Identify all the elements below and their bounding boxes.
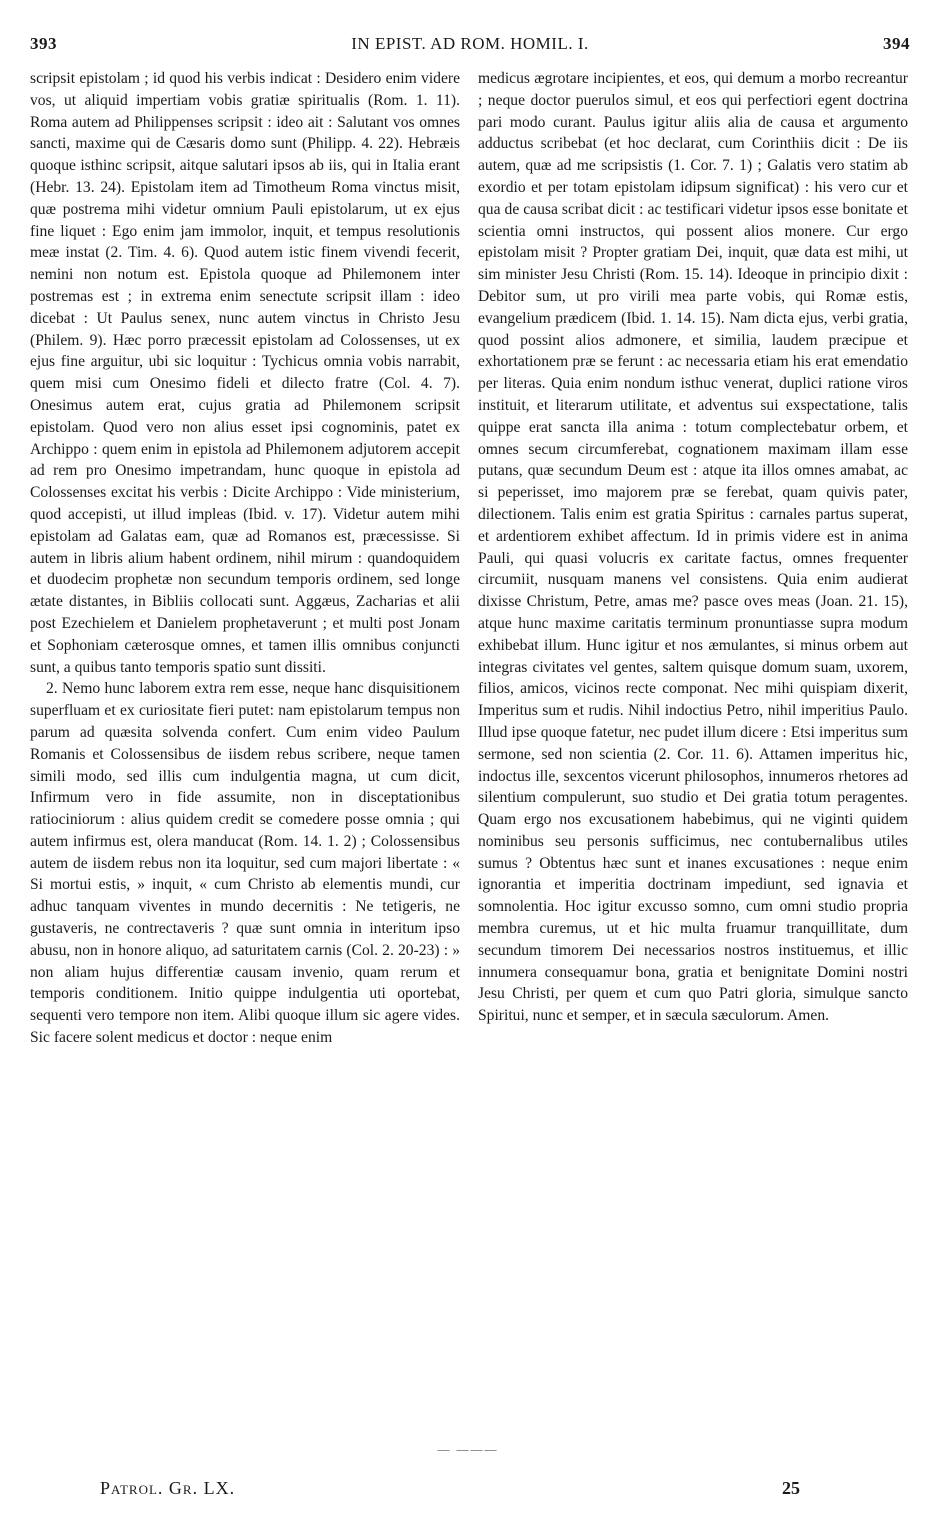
footer-signature: Patrol. Gr. LX. <box>100 1478 236 1498</box>
right-paragraph-1: medicus ægrotare incipientes, et eos, qui demum a morbo recreantur ; neque doctor puerulos simul, et eos qui perfectiori egent doctrina pari modo curant. Paulus igitur aliis alia de causa et argumento adductus scribebat (et hoc declarat, cum Corinthiis dicit : De iis autem, quæ ad me scripsistis (1. Cor. 7. 1) ; Galatis vero statim ab exordio et per totam epistolam idipsum significat) : his vero cur et qua de causa scribat dicit : ac testificari videtur ipsos esse bonitate et scientia omni instructos, qui possent alios monere. Cur ergo epistolam misit ? Propter gratiam Dei, inquit, quæ data est mihi, ut sim minister Jesu Christi (Rom. 15. 14). Ideoque in principio dixit : Debitor sum, ut pro virili mea parte vobis, qui Romæ estis, evangelium prædicem (Ibid. 1. 14. 15). Nam dicta ejus, verbi gratia, quod possint alios admonere, et similia, laudem præcipue et exhortationem præ se ferunt : ac necessaria etiam his erat emendatio per literas. Quia enim nondum isthuc venerat, duplici ratione viros instituit, et literarum utilitate, et adventus sui exspectatione, talis quippe erat sancta illa anima : totum complectebatur orbem, et omnes secum circumferebat, cognationem maximam illam esse putans, quæ secundum Deum est : atque ita illos omnes amabat, ac si peperisset, imo majorem præ se ferebat, quam quivis pater, dilectionem. Talis enim est gratia Spiritus : carnales partus superat, et ardentiorem exhibet affectum. Id in primis videre est in anima Pauli, qui quasi volucris ex caritate factus, omnes frequenter circumiit, nusquam manens vel consistens. Quia enim audierat dixisse Christum, Petre, amas me? pasce oves meas (Joan. 21. 15), atque hunc maxime caritatis terminum pronuntiasse supra modum exhibebat illum. Hunc igitur et nos æmulantes, si minus orbem aut integras civitates vel gentes, saltem quisque domum suam, uxorem, filios, amicos, vicinos recte componat. Nec mihi quispiam dixerit, Imperitus sum et rudis. Nihil indoctius Petro, nihil imperitius Paulo. Illud ipse quoque fatetur, nec pudet illum dicere : Etsi imperitus sum sermone, sed non scientia (2. Cor. 11. 6). Attamen imperitus hic, indoctus ille, sexcentos vicerunt philosophos, innumeros rhetores ad silentium compulerunt, suo studio et Dei gratia totum peragentes. Quam ergo nos excusationem habebimus, qui ne viginti quidem nominibus seu personis sufficimus, nec contubernalibus utiles sumus ? Obtentus hæc sunt et inanes excusationes : neque enim ignorantia et imperitia doctrinam impediunt, sed ignavia et somnolentia. Hoc igitur excusso somno, cum omni studio propria membra curemus, ut et hic multa fruamur tranquillitate, dum secundum timorem Dei necessarios nostros instituemus, et illic innumera consequamur bona, gratia et benignitate Domini nostri Jesu Christi, per quem et cum quo Patri gloria, simulque sancto Spiritui, nunc et semper, et in sæcula sæculorum. Amen. <box>478 70 908 1025</box>
left-column <box>30 68 460 1049</box>
running-header <box>30 34 910 58</box>
right-column <box>478 68 908 1027</box>
left-paragraph-2: 2. Nemo hunc laborem extra rem esse, neque hanc disquisitionem superfluam et ex curiositate fieri putet: nam epistolarum tempus non parum ad quæsita solvenda confert. Cum enim video Paulum Romanis et Colossensibus de iisdem rebus scribere, neque tamen simili modo, sed illis cum indulgentia magna, ut cum dicit, Infirmum vero in fide assumite, non in disceptationibus ratiociniorum : alius quidem credit se comedere posse omnia ; qui autem infirmus est, olera manducat (Rom. 14. 1. 2) ; Colossensibus autem de iisdem rebus non ita loquitur, sed cum majori libertate : « Si mortui estis, » inquit, « cum Christo ab elementis mundi, cur adhuc tanquam viventes in mundo decernitis : Ne tetigeris, ne gustaveris, ne contrectaveris ? quæ sunt omnia in interitum ipso abusu, non in honore aliquo, ad saturitatem carnis (Col. 2. 20-23) : » non aliam hujus differentiæ causam invenio, quam rerum et temporis conditionem. Initio quippe indulgentia uti oportebat, sequenti vero tempore non item. Alibi quoque illum sic agere vides. Sic facere solent medicus et doctor : neque enim <box>30 680 460 1047</box>
left-paragraph-1: scripsit epistolam ; id quod his verbis indicat : Desidero enim videre vos, ut aliquid impertiam vobis gratiæ spiritualis (Rom. 1. 11). Roma autem ad Philippenses scripsit : ideo ait : Salutant vos omnes sancti, maxime qui de Cæsaris domo sunt (Philipp. 4. 22). Hebræis quoque isthinc scripsit, aitque salutari ipsos ab iis, qui in Italia erant (Hebr. 13. 24). Epistolam item ad Timotheum Roma vinctus misit, quæ postrema mihi videtur omnium Pauli epistolarum, ut ex ejus fine liquet : Ego enim jam immolor, inquit, et tempus resolutionis meæ instat (2. Tim. 4. 6). Quod autem istic finem vivendi fecerit, nemini non notum est. Epistola quoque ad Philemonem inter postremas est ; in extrema enim senectute scripsit illam : ideo dicebat : Ut Paulus senex, nunc autem vinctus in Christo Jesu (Philem. 9). Hæc porro præcessit epistolam ad Colossenses, ut ex ejus fine arguitur, ubi sic loquitur : Tychicus omnia vobis narrabit, quem misi cum Onesimo fideli et dilecto fratre (Col. 4. 7). Onesimus autem erat, cujus gratia ad Philemonem scripsit epistolam. Quod vero non alius esset ipsi cognominis, patet ex Archippo : quem enim in epistola ad Philemonem adjutorem accepit ad rem pro Onesimo impetrandam, hunc quoque in epistola ad Colossenses excitat his verbis : Dicite Archippo : Vide ministerium, quod accepisti, ut illud impleas (Ibid. v. 17). Videtur autem mihi epistolam ad Galatas eam, quæ ad Romanos est, præcessisse. Si autem in libris alium habent ordinem, nihil mirum : quandoquidem et duodecim prophetæ non secundum temporis ordinem, sed longe ætate distantes, in Bibliis collocati sunt. Aggæus, Zacharias et alii post Ezechielem et Danielem prophetaverunt ; et multi post Jonam et Sophoniam cæterosque omnes, et tamen illis omnibus conjuncti sunt, a quibus tanto temporis spatio sunt dissiti. <box>30 70 460 676</box>
page-number-left: 393 <box>30 34 57 53</box>
footer-sheet-number: 25 <box>782 1478 800 1498</box>
page-number-right: 394 <box>883 34 910 53</box>
page-footer <box>100 1478 800 1504</box>
end-separator: — ——— <box>437 1442 499 1456</box>
running-title: IN EPIST. AD ROM. HOMIL. I. <box>351 34 589 53</box>
